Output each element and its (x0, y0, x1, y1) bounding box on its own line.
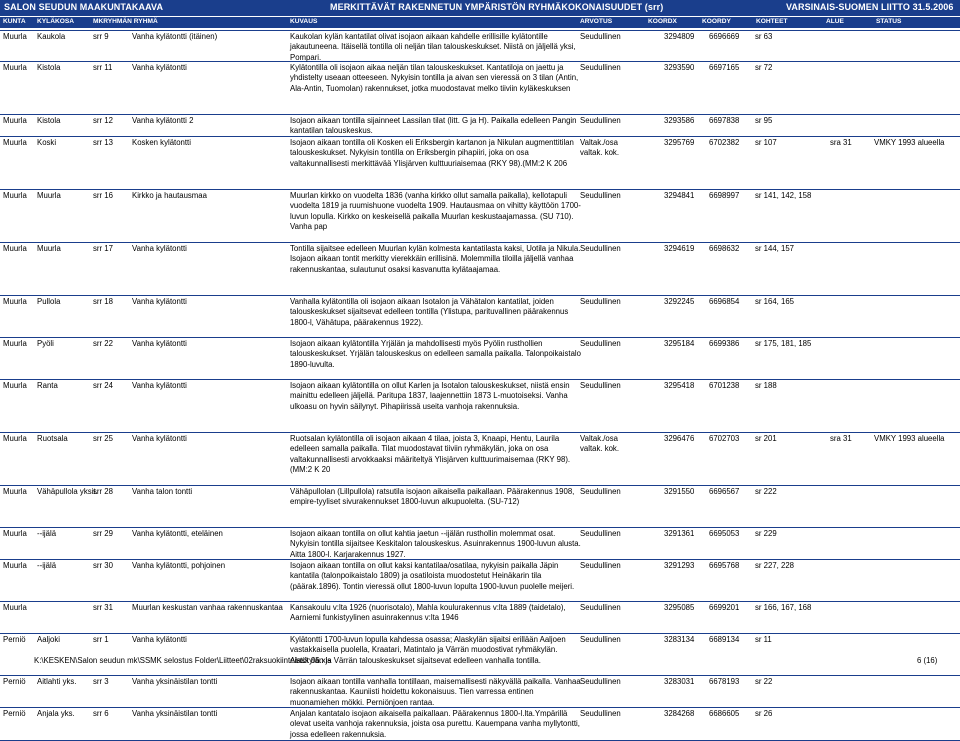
table-row (0, 30, 960, 62)
col-kylakosa: KYLÄKOSA (37, 18, 74, 25)
cell-kunta: Muurla (3, 381, 27, 390)
cell-kyla: Aitlahti yks. (37, 677, 77, 686)
cell-x: 3291550 (664, 487, 695, 496)
cell-kyla: --ijälä (37, 561, 57, 570)
cell-y: 6696854 (709, 297, 740, 306)
cell-kohteet: sr 227, 228 (755, 561, 795, 570)
cell-kunta: Muurla (3, 434, 27, 443)
cell-kyla: Muurla (37, 244, 61, 253)
cell-kuvaus: Ruotsalan kylätontilla oli isojaon aikaan 4 tilaa, joista 3, Knaapi, Hentu, Laurila edelleen samalla paikalla. Tilat muodostavat tiiviin ryhmäkylän, joka on osa valtakunnallisesti arvokkaaksi määriteltyä Ylisjärven kulttuurimaisemaa (RKY 98). (MM:2 K 20 (290, 434, 571, 475)
cell-y: 6696669 (709, 32, 740, 41)
cell-y: 6699201 (709, 603, 740, 612)
cell-kohteet: sr 188 (755, 381, 777, 390)
cell-arvotus: Seudullinen (580, 561, 621, 570)
cell-x: 3296476 (664, 434, 695, 443)
cell-kohteet: sr 63 (755, 32, 773, 41)
cell-arvotus: Seudullinen (580, 297, 621, 306)
cell-kyla: Kaukola (37, 32, 66, 41)
cell-kunta: Muurla (3, 32, 27, 41)
cell-y: 6696567 (709, 487, 740, 496)
cell-kohteet: sr 72 (755, 63, 773, 72)
cell-nimi: Vanha kylätontti 2 (132, 116, 194, 125)
cell-kyla: Kistola (37, 116, 61, 125)
col-alue: ALUE (826, 18, 844, 25)
cell-arvotus: Seudullinen (580, 339, 621, 348)
cell-x: 3295769 (664, 138, 695, 147)
title-right: VARSINAIS-SUOMEN LIITTO 31.5.2006 (786, 2, 954, 12)
cell-nimi: Kirkko ja hautausmaa (132, 191, 207, 200)
cell-x: 3291293 (664, 561, 695, 570)
table-row (0, 115, 960, 137)
cell-srr: srr 30 (93, 561, 113, 570)
cell-nimi: Vanha yksinäistilan tontti (132, 709, 218, 718)
cell-srr: srr 16 (93, 191, 113, 200)
cell-kunta: Muurla (3, 191, 27, 200)
cell-kunta: Muurla (3, 116, 27, 125)
cell-kuvaus: Kansakoulu v:lta 1926 (nuorisotalo), Mahla koulurakennus v:lta 1889 (taidetalo), Aarniemi funkistyylinen asuinrakennus v:lta 1946 (290, 603, 566, 623)
cell-y: 6695768 (709, 561, 740, 570)
cell-kuvaus: Kaukolan kylän kantatilat olivat isojaon aikaan kahdelle erillisille kylätontille jakautuneena. Itäisellä tontilla oli neljän tilan talouskeskukset. Niistä on jäljellä yksi, Pompari. (290, 32, 576, 62)
table-row (0, 676, 960, 708)
cell-srr: srr 1 (93, 635, 109, 644)
cell-kunta: Perniö (3, 709, 26, 718)
col-status: STATUS (876, 18, 902, 25)
cell-kuvaus: Isojaon aikaan tontilla sijainneet Lassilan tilat (litt. G ja H). Paikalla edelleen Pangin kantatilan talouskeskus. (290, 116, 577, 136)
cell-status: VMKY 1993 alueella (874, 138, 945, 147)
cell-y: 6698997 (709, 191, 740, 200)
cell-kuvaus: Kylätontti 1700-luvun lopulla kahdessa osassa; Alaskylän sijaitsi erillään Aaljoen vastakkaisella puolella, Kraatari, Matintalo ja Värrän muodostivat ryhmäkylän. Alaskylän ja Värrän talouskeskukset sijaitsevat edelleen vanhalla tontilla. (290, 635, 566, 665)
table-row (0, 486, 960, 528)
cell-x: 3295184 (664, 339, 695, 348)
cell-kohteet: sr 95 (755, 116, 773, 125)
table-row (0, 433, 960, 486)
cell-x: 3283031 (664, 677, 695, 686)
cell-kohteet: sr 26 (755, 709, 773, 718)
cell-y: 6697838 (709, 116, 740, 125)
table-row (0, 602, 960, 634)
col-kunta: KUNTA (3, 18, 26, 25)
cell-kuvaus: Isojaon aikaan kylätontilla Yrjälän ja mahdollisesti myös Pyölin rusthollien talouskeskukset. Yrjälän talouskeskus on edelleen samalla paikalla. Talonpoikaistalo 1890-luvulta. (290, 339, 581, 369)
cell-kohteet: sr 201 (755, 434, 777, 443)
cell-nimi: Vanha kylätontti (132, 434, 187, 443)
cell-status: VMKY 1993 alueella (874, 434, 945, 443)
cell-nimi: Vanha kylätontti (132, 244, 187, 253)
table-row (0, 528, 960, 560)
cell-srr: srr 12 (93, 116, 113, 125)
title-center: MERKITTÄVÄT RAKENNETUN YMPÄRISTÖN RYHMÄKOKONAISUUDET (srr) (330, 2, 664, 12)
table-row (0, 338, 960, 380)
cell-kyla: Aaljoki (37, 635, 60, 644)
cell-x: 3293590 (664, 63, 695, 72)
cell-y: 6702703 (709, 434, 740, 443)
cell-nimi: Vanha kylätontti (132, 635, 187, 644)
cell-kohteet: sr 222 (755, 487, 777, 496)
cell-kunta: Muurla (3, 487, 27, 496)
table-row (0, 296, 960, 338)
cell-srr: srr 22 (93, 339, 113, 348)
cell-kyla: Muurla (37, 191, 61, 200)
cell-nimi: Muurlan keskustan vanhaa rakennuskantaa (132, 603, 283, 612)
table-row (0, 137, 960, 190)
cell-kuvaus: Muurlan kirkko on vuodelta 1836 (vanha kirkko ollut samalla paikalla), kellotapuli vuodelta 1819 ja ruumishuone vuodelta 1909. Hautausmaa on vihitty käyttöön 1700-luvun lopulla. Kirkko on keskeisellä paikalla Muurlan keskustaajamassa. (SU 710). Vanha pap (290, 191, 581, 232)
cell-kyla: Vähäpullola yksit. (37, 487, 98, 496)
cell-arvotus: Valtak./osa valtak. kok. (580, 434, 619, 454)
cell-kohteet: sr 141, 142, 158 (755, 191, 812, 200)
page-number: 6 (16) (917, 656, 938, 665)
cell-kohteet: sr 11 (755, 635, 772, 644)
cell-kohteet: sr 175, 181, 185 (755, 339, 812, 348)
cell-kuvaus: Isojaon aikaan kylätontilla on ollut Karlen ja Isotalon talouskeskukset, niistä ensin mainittu edelleen jäljellä. Paritupa 1837, laajennettiin 1873 L-muotoiseksi. Vanha ulkoasu on hyvin säilynyt. Pihapiirissä useita vanhoja rakennuksia. (290, 381, 570, 411)
cell-alue: sra 31 (830, 138, 852, 147)
cell-kuvaus: Isojaon aikaan tontilla oli Kosken eli Eriksbergin kartanon ja Nikulan augmenttitilan talouskeskukset. Nykyisin tontilla on Eriksbergin pihapiiri, joka on osa valtakunnallisesti merkittävää Ylisjärven kulttuuriaisemaa (RKY 98).(MM:2 K 206 (290, 138, 574, 168)
cell-arvotus: Seudullinen (580, 603, 621, 612)
cell-x: 3294809 (664, 32, 695, 41)
cell-x: 3284268 (664, 709, 695, 718)
table-row (0, 243, 960, 296)
data-table (0, 30, 960, 741)
cell-y: 6702382 (709, 138, 740, 147)
cell-kyla: Koski (37, 138, 57, 147)
cell-kuvaus: Vanhalla kylätontilla oli isojaon aikaan Isotalon ja Vähätalon kantatilat, joiden talouskeskukset sijaitsevat edelleen tontilla (Ylistupa, parituvallinen päärakennus 1800-l, Vähätupa, päärakennus 1922). (290, 297, 569, 327)
cell-kunta: Muurla (3, 339, 27, 348)
cell-x: 3293586 (664, 116, 695, 125)
cell-kyla: Anjala yks. (37, 709, 75, 718)
cell-y: 6678193 (709, 677, 740, 686)
col-ryhma: MKRYHMÄN RYHMÄ (93, 18, 158, 25)
cell-kunta: Muurla (3, 561, 27, 570)
cell-kyla: Ruotsala (37, 434, 68, 443)
cell-kyla: Pullola (37, 297, 61, 306)
cell-kohteet: sr 229 (755, 529, 777, 538)
cell-x: 3291361 (664, 529, 695, 538)
table-row (0, 634, 960, 676)
cell-srr: srr 29 (93, 529, 113, 538)
cell-arvotus: Seudullinen (580, 635, 621, 644)
cell-x: 3283134 (664, 635, 695, 644)
cell-kunta: Perniö (3, 677, 26, 686)
cell-kunta: Muurla (3, 603, 27, 612)
cell-kohteet: sr 166, 167, 168 (755, 603, 812, 612)
cell-kunta: Muurla (3, 138, 27, 147)
cell-kohteet: sr 164, 165 (755, 297, 795, 306)
cell-srr: srr 18 (93, 297, 113, 306)
cell-kuvaus: Vähäpullolan (Lillpullola) ratsutila isojaon aikaisella paikallaan. Päärakennus 1908, empire-tyyliset sivurakennukset 1800-luvun alkupuolelta. (SU-712) (290, 487, 575, 507)
col-kohteet: KOHTEET (756, 18, 788, 25)
cell-arvotus: Seudullinen (580, 32, 621, 41)
cell-srr: srr 6 (93, 709, 109, 718)
cell-nimi: Vanha kylätontti (132, 297, 187, 306)
cell-srr: srr 11 (93, 63, 113, 72)
cell-kyla: Ranta (37, 381, 58, 390)
cell-y: 6698632 (709, 244, 740, 253)
cell-kyla: Pyöli (37, 339, 54, 348)
cell-srr: srr 17 (93, 244, 113, 253)
table-row (0, 380, 960, 433)
cell-srr: srr 25 (93, 434, 113, 443)
column-header-row (0, 17, 960, 28)
cell-arvotus: Valtak./osa valtak. kok. (580, 138, 619, 158)
cell-y: 6695053 (709, 529, 740, 538)
cell-arvotus: Seudullinen (580, 677, 621, 686)
cell-srr: srr 9 (93, 32, 109, 41)
cell-arvotus: Seudullinen (580, 63, 621, 72)
cell-kunta: Muurla (3, 529, 27, 538)
cell-kuvaus: Isojaon aikaan tontilla on ollut kaksi kantatilaa/osatilaa, nykyisin paikalla Jäpin kantatila (talonpoikaistalo 1809) ja osatiloista muodostetut Heinäkarin tila (päärak.1896). Tontin vieressä ollut 1800-luvun lopulta 1900-luvun puolelle meijeri. (290, 561, 575, 591)
cell-srr: srr 13 (93, 138, 113, 147)
col-kuvaus: KUVAUS (290, 18, 318, 25)
cell-arvotus: Seudullinen (580, 244, 621, 253)
cell-srr: srr 31 (93, 603, 113, 612)
cell-kyla: --ijälä (37, 529, 57, 538)
cell-nimi: Kosken kylätontti (132, 138, 191, 147)
cell-kohteet: sr 144, 157 (755, 244, 795, 253)
cell-nimi: Vanha kylätontti (132, 63, 187, 72)
cell-y: 6701238 (709, 381, 740, 390)
cell-arvotus: Seudullinen (580, 381, 621, 390)
cell-kohteet: sr 22 (755, 677, 773, 686)
table-row (0, 560, 960, 602)
col-koordy: KOORDY (702, 18, 731, 25)
cell-nimi: Vanha kylätontti (itäinen) (132, 32, 218, 41)
cell-kuvaus: Kylätontilla oli isojaon aikaa neljän tilan talouskeskukset. Kantatiloja on jaettu ja yhdistelty useaan otteeseen. Nykyisin tontilla ja aivan sen vieressä on 3 tilan (Antin, Ala-Antin, Tuomolan) rakennukset, jotka muodostavat melko tiiviin kyläkeskuksen (290, 63, 579, 93)
title-bar (0, 0, 960, 16)
cell-x: 3295418 (664, 381, 695, 390)
col-arvotus: ARVOTUS (580, 18, 613, 25)
table-row (0, 708, 960, 741)
cell-x: 3294841 (664, 191, 695, 200)
cell-x: 3294619 (664, 244, 695, 253)
table-row (0, 190, 960, 243)
cell-kohteet: sr 107 (755, 138, 777, 147)
title-left: SALON SEUDUN MAAKUNTAKAAVA (4, 2, 164, 12)
cell-kunta: Muurla (3, 244, 27, 253)
cell-srr: srr 28 (93, 487, 113, 496)
cell-kunta: Muurla (3, 63, 27, 72)
cell-nimi: Vanha kylätontti (132, 381, 187, 390)
cell-srr: srr 3 (93, 677, 109, 686)
cell-arvotus: Seudullinen (580, 191, 621, 200)
cell-nimi: Vanha kylätontti, eteläinen (132, 529, 223, 538)
cell-nimi: Vanha talon tontti (132, 487, 193, 496)
cell-nimi: Vanha yksinäistilan tontti (132, 677, 218, 686)
cell-alue: sra 31 (830, 434, 852, 443)
cell-y: 6699386 (709, 339, 740, 348)
cell-kuvaus: Anjalan kantatalo isojaon aikaisella paikallaan. Päärakennus 1800-l.lta.Ympärillä olevat useita vanhoja rakennuksia, joista osa purettu. Kauempana vanha myllytontti, jossa edelleen rakennuksia. (290, 709, 580, 739)
table-row (0, 62, 960, 115)
cell-kuvaus: Tontilla sijaitsee edelleen Muurlan kylän kolmesta kantatilasta kaksi, Uotila ja Nikula. Isojaon aikaan tontit merkitty vierekkäin erillisinä. Molemmilla tiloilla jäljellä vanhaa rakennuskantaa, sulautunut osaksi kasvanutta kylätaajamaa. (290, 244, 581, 274)
cell-x: 3295085 (664, 603, 695, 612)
cell-srr: srr 24 (93, 381, 113, 390)
cell-arvotus: Seudullinen (580, 529, 621, 538)
cell-kuvaus: Isojaon aikaan tontilla on ollut kahtia jaetun --ijälän rusthollin molemmat osat. Nykyisin tontilla sijaitsee Keskitalon talouskeskus. Asuinrakennus 1900-luvun alusta. Aitta 1800-l. Karjarakennus 1927. (290, 529, 581, 559)
cell-kyla: Kistola (37, 63, 61, 72)
cell-kunta: Perniö (3, 635, 26, 644)
cell-x: 3292245 (664, 297, 695, 306)
cell-y: 6689134 (709, 635, 740, 644)
cell-y: 6686605 (709, 709, 740, 718)
cell-kunta: Muurla (3, 297, 27, 306)
cell-nimi: Vanha kylätontti (132, 339, 187, 348)
cell-kuvaus: Isojaon aikaan tontilla vanhalla tontillaan, maisemallisesti näkyvällä paikalla. Vanhaa rakennuskantaa. Kauniisti hoidettu kokonaisuus. Tien varressa entinen muonamiehen mökki. Perniönjoen rantaa. (290, 677, 581, 707)
cell-nimi: Vanha kylätontti, pohjoinen (132, 561, 226, 570)
cell-arvotus: Seudullinen (580, 116, 621, 125)
cell-arvotus: Seudullinen (580, 709, 621, 718)
cell-arvotus: Seudullinen (580, 487, 621, 496)
file-path: K:\KESKEN\Salon seudun mk\SSMK selostus Folder\Liitteet\02raksuokiinteistöt 06.xls (34, 656, 332, 665)
cell-y: 6697165 (709, 63, 740, 72)
col-koordx: KOORDX (648, 18, 677, 25)
